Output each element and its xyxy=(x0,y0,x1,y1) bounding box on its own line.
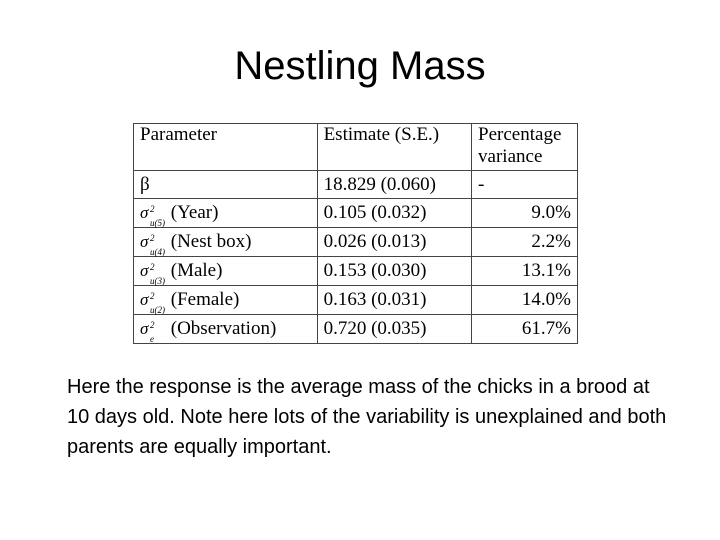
table-row xyxy=(134,171,578,199)
percent-cell: 14.0% xyxy=(472,286,578,315)
variance-symbol: σ 2 u(5) xyxy=(140,203,165,228)
estimate-cell: 0.163 (0.031) xyxy=(317,286,471,315)
header-percentage-variance: Percentage variance xyxy=(472,124,578,171)
parameter-cell xyxy=(134,286,318,315)
parameter-cell xyxy=(134,257,318,286)
parameter-cell xyxy=(134,315,318,344)
parameter-symbol: β xyxy=(140,173,150,195)
parameter-label: (Nest box) xyxy=(170,231,252,252)
percent-cell: - xyxy=(472,171,578,199)
table-row xyxy=(134,228,578,257)
parameter-label: (Male) xyxy=(170,260,223,281)
variance-symbol: σ 2 u(2) xyxy=(140,290,165,315)
estimate-cell: 0.153 (0.030) xyxy=(317,257,471,286)
variance-symbol: σ 2 u(4) xyxy=(140,232,165,257)
parameter-label: (Female) xyxy=(170,289,240,310)
parameter-label: (Year) xyxy=(170,202,219,223)
table-row xyxy=(134,257,578,286)
parameter-cell xyxy=(134,171,318,199)
percent-cell: 13.1% xyxy=(472,257,578,286)
parameter-table xyxy=(133,123,578,342)
header-parameter: Parameter xyxy=(134,124,318,171)
variance-symbol: σ 2 e xyxy=(140,319,155,344)
table-header-row xyxy=(134,124,578,171)
header-estimate: Estimate (S.E.) xyxy=(317,124,471,171)
percent-cell: 61.7% xyxy=(472,315,578,344)
percent-cell: 2.2% xyxy=(472,228,578,257)
table-row xyxy=(134,199,578,228)
estimate-cell: 0.105 (0.032) xyxy=(317,199,471,228)
parameter-cell xyxy=(134,199,318,228)
parameter-label: (Observation) xyxy=(170,318,277,339)
estimate-cell: 18.829 (0.060) xyxy=(317,171,471,199)
percent-cell: 9.0% xyxy=(472,199,578,228)
variance-symbol: σ 2 u(3) xyxy=(140,261,165,286)
parameter-cell xyxy=(134,228,318,257)
slide-title: Nestling Mass xyxy=(234,44,486,88)
estimate-cell: 0.026 (0.013) xyxy=(317,228,471,257)
table-row xyxy=(134,315,578,344)
estimate-cell: 0.720 (0.035) xyxy=(317,315,471,344)
slide-caption: Here the response is the average mass of the chicks in a brood at 10 days old. Note here lots of the variability is unexplained and both parents are equally important. xyxy=(67,376,667,458)
table-row xyxy=(134,286,578,315)
